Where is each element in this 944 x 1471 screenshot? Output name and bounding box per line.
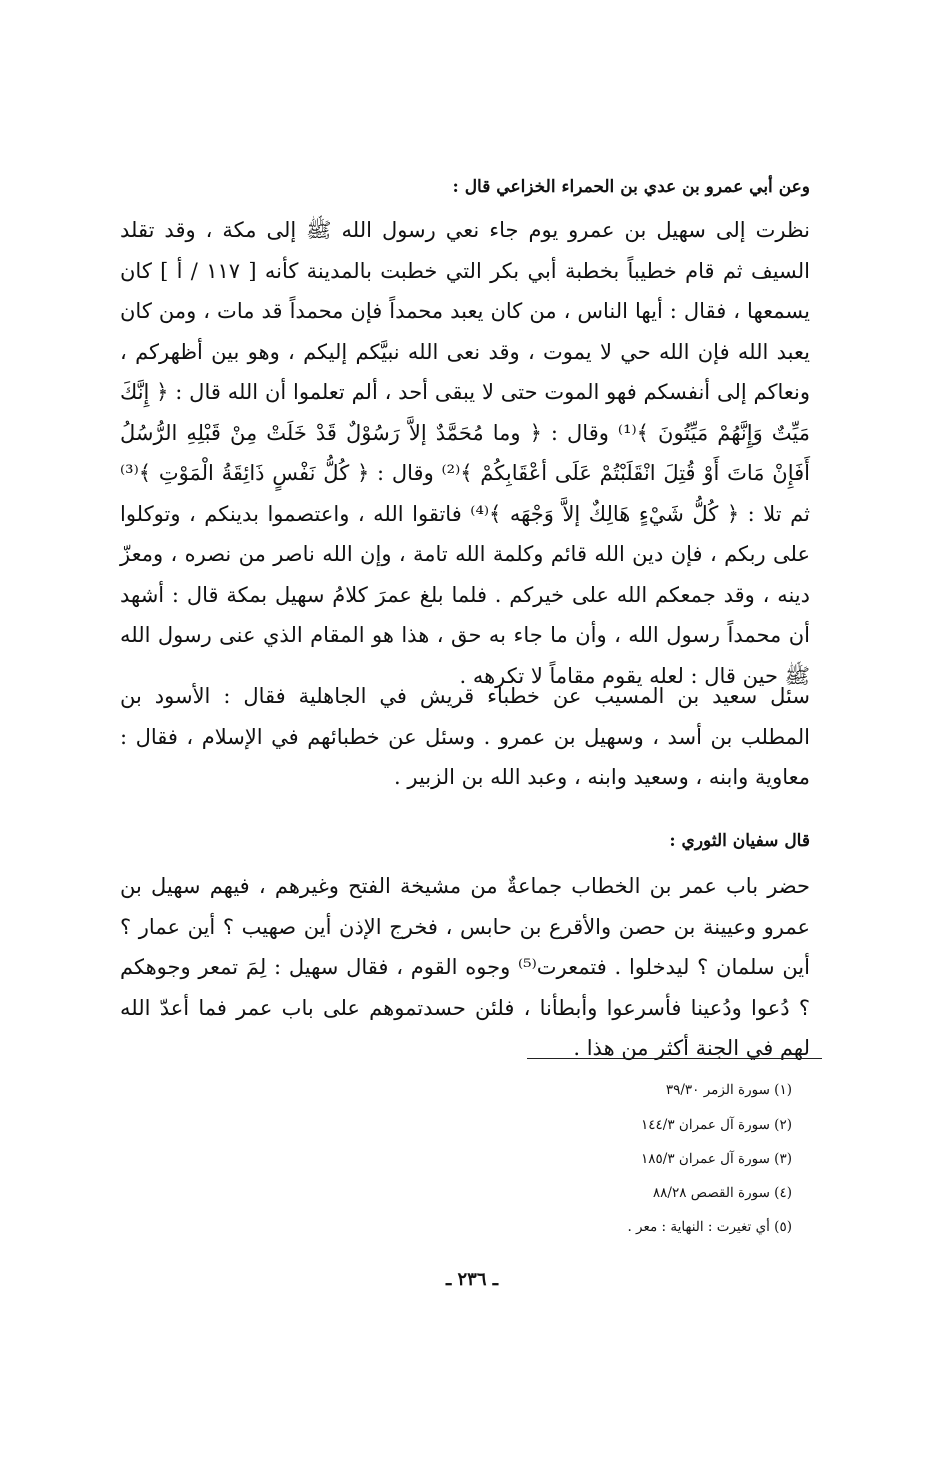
footnote-2: (٢) سورة آل عمران ١٤٤/٣	[641, 1117, 792, 1133]
paragraph-quraysh-orators: سئل سعيد بن المسيب عن خطباء قريش في الجاهلية فقال : الأسود بن المطلب بن أسد ، وسهيل بن عمرو . وسئل عن خطبائهم في الإسلام ، فقال : معاوية وابنه ، وسعيد وابنه ، وعبد الله بن الزبير .	[120, 684, 810, 789]
section-heading-abu-amr: وعن أبي عمرو بن عدي بن الحمراء الخزاعي قال :	[452, 177, 810, 197]
footnote-divider	[527, 1058, 822, 1059]
footnote-3: (٣) سورة آل عمران ١٨٥/٣	[641, 1151, 792, 1167]
paragraph-umar-door: حضر باب عمر بن الخطاب جماعةٌ من مشيخة الفتح وغيرهم ، فيهم سهيل بن عمرو وعيينة بن حصن والأقرع بن حابس ، فخرج الإذن أين صهيب ؟ أين عمار ؟ أين سلمان ؟ ليدخلوا . فتمعرت⁽⁵⁾ وجوه القوم ، فقال سهيل : لِمَ تمعر وجوهكم ؟ دُعوا ودُعينا فأسرعوا وأبطأنا ، فلئن حسدتموهم على باب عمر فما أعدّ الله لهم في الجنة أكثر من هذا .	[120, 874, 810, 1060]
page-number: ـ ٢٣٦ ـ	[445, 1269, 499, 1290]
footnote-1: (١) سورة الزمر ٣٩/٣٠	[665, 1082, 792, 1098]
section-heading-sufyan: قال سفيان الثوري :	[669, 831, 810, 851]
paragraph-suhail-speech: نظرت إلى سهيل بن عمرو يوم جاء نعي رسول الله ﷺ إلى مكة ، وقد تقلد السيف ثم قام خطيباً بخطبة أبي بكر التي خطبت بالمدينة كأنه [ ١١٧ / أ ] كان يسمعها ، فقال : أيها الناس ، من كان يعبد محمداً فإن محمداً قد مات ، ومن كان يعبد الله فإن الله حي لا يموت ، وقد نعى الله نبيَّكم إليكم ، وهو بين أظهركم ، ونعاكم إلى أنفسكم فهو الموت حتى لا يبقى أحد ، ألم تعلموا أن الله قال : ﴿ إِنَّكَ مَيِّتٌ وَإِنَّهُمْ مَيِّتُونَ ﴾⁽¹⁾ وقال : ﴿ وما مُحَمَّدٌ إلاَّ رَسُوْلٌ قَدْ خَلَتْ مِنْ قَبْلِهِ الرُّسُلُ أَفَإِنْ مَاتَ أَوْ قُتِلَ انْقَلَبْتُمْ عَلَى أعْقَابِكُمْ ﴾⁽²⁾ وقال : ﴿ كُلُّ نَفْسٍ ذَائِقَةُ الْمَوْتِ ﴾⁽³⁾ ثم تلا : ﴿ كُلُّ شَيْءٍ هَالِكٌ إلاَّ وَجْهَه ﴾⁽⁴⁾ فاتقوا الله ، واعتصموا بدينكم ، وتوكلوا على ربكم ، فإن دين الله قائم وكلمة الله تامة ، وإن الله ناصر من نصره ، ومعزّ دينه ، وقد جمعكم الله على خيركم . فلما بلغ عمرَ كلامُ سهيل بمكة قال : أشهد أن محمداً رسول الله ، وأن ما جاء به حق ، هذا هو المقام الذي عنى رسول الله ﷺ حين قال : لعله يقوم مقاماً لا تكرهه .	[120, 218, 811, 688]
footnote-4: (٤) سورة القصص ٨٨/٢٨	[652, 1185, 792, 1201]
footnote-5: (٥) أي تغيرت : النهاية : معر .	[627, 1219, 792, 1235]
